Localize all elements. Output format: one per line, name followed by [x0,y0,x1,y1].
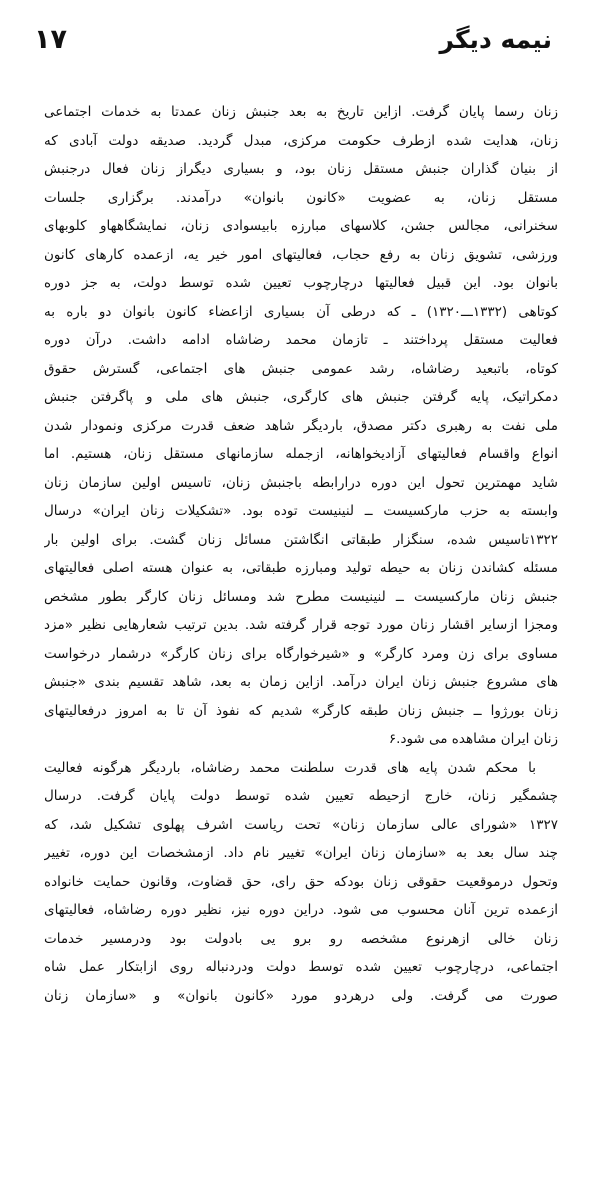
text-line: ورزشی، تشویق زنان به رفع حجاب، فعالیتهای امور خیر یه، ازعمده کارهای کانون [44,246,558,263]
text-line: مستقل زنان، به عضویت «کانون بانوان» درآمدند. برگزاری جلسات [44,189,558,206]
text-line: ۱۳۲۷ «شورای عالی سازمان زنان» تحت ریاست اشرف پهلوی تشکیل شد، که [44,816,558,833]
text-line: جنبش زنان مارکسیست ــ لنینیست مطرح شد ومسائل زنان کارگر بطور مشخص [44,588,558,605]
text-line: بانوان بود. این قبیل فعالیتها درچارچوب تعیین شده توسط دولت، به جز دوره [44,275,558,291]
text-line: چشمگیر زنان، خارج ازحیطه تعیین شده توسط دولت پایان گرفت. درسال [44,788,558,804]
text-line: شاید مهمترین تحول این دوره درارابطه باجنبش زنان، تاسیس اولین سازمان زنان [44,474,558,491]
paragraph-1 [44,98,558,754]
body-text [44,98,558,1010]
page-number: ۱۷ [34,24,67,55]
running-title: نیمه دیگر [439,25,552,54]
text-line: ومجزا ازسایر اقشار زنان مورد توجه قرار گرفته شد. بدین ترتیب شعارهایی نظیر «مزد [44,617,558,633]
text-line: زنان بورژوا ــ جنبش زنان طبقه کارگر» شدیم که نفوذ آن تا به امروز درفعالیتهای [44,702,558,719]
text-line: ۱۳۲۲تاسیس شده، سنگزار طبقاتی انگاشتن مسائل زنان گشت. برای اولین بار [44,531,558,548]
text-line: چند سال بعد به «سازمان زنان ایران» تغییر نام داد. ازمشخصات این دوره، تغییر [44,845,558,861]
text-line: انواع واقسام فعالیتهای آزادیخواهانه، ازجمله سازمانهای مستقل زنان، هستیم. اما [44,446,558,462]
text-line: ازعمده ترین آنان محسوب می شود. دراین دوره نیز، نظیر دوره رضاشاه، فعالیتهای [44,902,558,918]
text-line: اجتماعی، درچارچوب تعیین شده توسط دولت ودردنباله روی ازابتکار عمل شاه [44,959,558,975]
text-line: مسئله کشاندن زنان به حیطه تولید ومبارزه طبقاتی، به عنوان هسته اصلی فعالیتهای [44,560,558,576]
text-line: های مشروع جنبش زنان ایران درآمد. ازاین زمان به بعد، شاهد تقسیم بندی «جنبش [44,674,558,690]
text-line: صورت می گرفت. ولی درهردو مورد «کانون بانوان» و «سازمان زنان [44,987,558,1004]
text-line: سخنرانی، مجالس جشن، کلاسهای مبارزه بابیسوادی زنان، نمایشگاههاو کلوبهای [44,218,558,234]
page-header [34,22,552,62]
text-line: کوتاهی (۱۳۳۲ـــ۱۳۲۰) ـ که درطی آن بسیاری ازاعضاء کانون بانوان دو باره به [44,303,558,320]
text-line: فعالیت مستقل پرداختند ـ تازمان محمد رضاشاه ادامه داشت. درآن دوره [44,332,558,348]
text-line: زنان خالی ازهرنوع مشخصه رو برو یی بادولت بود ودرمسیر خدمات [44,930,558,947]
text-line: وتحول درموقعیت حقوقی زنان بودکه حق رای، حق قضاوت، وقانون حمایت خانواده [44,873,558,890]
text-line: وابسته به حزب مارکسیست ــ لنینیست توده بود. «تشکیلات زنان ایران» درسال [44,503,558,519]
text-line: مساوی برای زن ومرد کارگر» و «شیرخوارگاه برای زنان کارگر» درشمار درخواست [44,645,558,662]
text-line: زنان، هدایت شده ازطرف حکومت مرکزی، مبدل گردید. صدیقه دولت آبادی که [44,132,558,149]
text-line: زنان ایران مشاهده می شود.۶ [388,731,558,747]
text-line: کوتاه، باتبعید رضاشاه، رشد عمومی جنبش های اجتماعی، گسترش حقوق [44,360,558,377]
text-line: ملی نفت به رهبری دکتر مصدق، باردیگر شاهد ضعف قدرت مرکزی ونمودار شدن [44,417,558,434]
paragraph-2 [44,754,558,1011]
text-line: از بنیان گذاران جنبش مستقل زنان بود، و بسیاری دیگراز زنان فعال درجنبش [44,161,558,177]
text-line: دمکراتیک، پایه گرفتن جنبش های کارگری، جنبش های ملی و پاگرفتن جنبش [44,389,558,405]
text-line: زنان رسما پایان گرفت. ازاین تاریخ به بعد جنبش زنان عمدتا به خدمات اجتماعی [44,104,558,120]
text-line: با محکم شدن پایه های قدرت سلطنت محمد رضاشاه، باردیگر هرگونه فعالیت [44,759,536,776]
